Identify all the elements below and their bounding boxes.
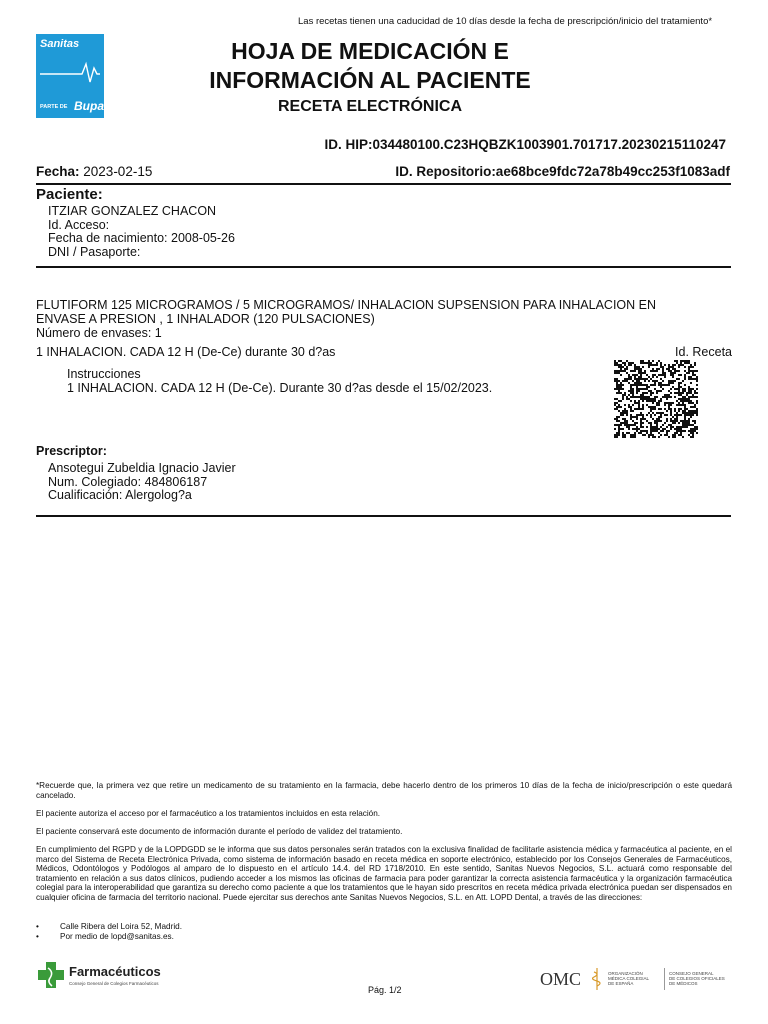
divider	[36, 266, 731, 268]
patient-dni: DNI / Pasaporte:	[48, 244, 141, 259]
medication-description	[36, 298, 736, 340]
list-item	[36, 922, 182, 932]
list-item	[36, 932, 182, 942]
date-value: 2023-02-15	[83, 164, 153, 179]
logo-brand: Sanitas	[40, 38, 80, 50]
prescriber-colegiado: Num. Colegiado: 484806187	[48, 474, 208, 489]
contact-email: Por medio de lopd@sanitas.es.	[60, 932, 174, 941]
divider	[664, 968, 665, 990]
medication-line1: FLUTIFORM 125 MICROGRAMOS / 5 MICROGRAMOS/ INHALACION SUPSENSION PARA INHALACION EN	[36, 298, 657, 312]
prescriber-section-title: Prescriptor:	[36, 444, 107, 458]
patient-id-acceso: Id. Acceso:	[48, 217, 110, 232]
footer-note-privacy: En cumplimiento del RGPD y de la LOPDGDD se le informa que sus datos personales serán tratados con la exclusiva finalidad de facilitarle asistencia médica y farmacéutica al paciente, en el marco del Sistema de Receta Electrónica Privada, como sistema de información basado en receta médica en soporte electrónico, establecido por los Consejos Generales de Farmacéuticos, Médicos, Odontólogos y Podólogos al amparo de lo dispuesto en el artículo 14.4. del RD 1718/2010. En este sentido, Sanitas Nuevos Negocios, S.L. actuará como responsable del tratamiento en relación a sus datos clínicos, pudiendo acceder a los mismos las oficinas de farmacia para poder garantizar la correcta asistencia farmacéutica y la organización farmacéutica colegial para la interoperabilidad que garantiza su derecho como paciente a que los tratamientos que le hayan sido prescritos en receta médica privada electrónica puedan ser dispensados en cualquier oficina de farmacia del territorio nacional. Puede ejercitar sus derechos ante Sanitas Nuevos Negocios, S.L. en Att. LOPD Dental, a través de las direcciones:	[36, 845, 732, 902]
patient-section-title: Paciente:	[36, 186, 103, 203]
footer-note-keep-document: El paciente conservará este documento de información durante el período de validez del tratamiento.	[36, 827, 403, 836]
contact-list	[36, 922, 182, 942]
medication-line2: ENVASE A PRESION , 1 INHALADOR (120 PULSACIONES)	[36, 312, 375, 326]
expiry-notice: Las recetas tienen una caducidad de 10 días desde la fecha de prescripción/inicio del tratamiento*	[298, 16, 713, 27]
cgcom-line: DE COLEGIOS OFICIALES	[669, 976, 725, 982]
date-field	[36, 164, 152, 179]
heartbeat-icon	[40, 56, 100, 86]
omc-org-line: DE ESPAÑA	[608, 981, 634, 987]
document-title-line2: INFORMACIÓN AL PACIENTE	[209, 67, 531, 93]
dosage: 1 INHALACION. CADA 12 H (De-Ce) durante 30 d?as	[36, 345, 336, 359]
footer-note-authorization: El paciente autoriza el acceso por el farmacéutico a los tratamientos incluidos en esta relación.	[36, 809, 381, 818]
footer-note-first-pickup: *Recuerde que, la primera vez que retire un medicamento de su tratamiento en la farmacia, debe hacerlo dentro de los primeros 10 días de la fecha de inicio/prescripción o este quedará cancelado.	[36, 781, 732, 800]
bullet: •	[36, 922, 39, 931]
omc-text: OMC	[540, 969, 582, 989]
qr-modules	[614, 360, 698, 438]
prescriber-details	[48, 462, 236, 503]
patient-birth-date: Fecha de nacimiento: 2008-05-26	[48, 231, 235, 245]
prescriber-qualification: Cualificación: Alergolog?a	[48, 488, 192, 502]
divider	[36, 183, 731, 185]
omc-logo	[526, 960, 744, 998]
logo-parte-de: PARTE DE	[40, 104, 68, 110]
omc-organization	[608, 971, 649, 987]
prescription-qr-code	[614, 360, 698, 438]
date-label: Fecha:	[36, 164, 80, 179]
prescriber-name: Ansotegui Zubeldia Ignacio Javier	[48, 461, 236, 475]
page-number: Pág. 1/2	[368, 985, 402, 995]
omc-org-line: ORGANIZACIÓN	[608, 971, 643, 976]
instructions	[67, 367, 492, 395]
logo-bupa: Bupa	[74, 99, 104, 113]
patient-name: ITZIAR GONZALEZ CHACON	[48, 204, 217, 218]
prescription-id-label: Id. Receta	[675, 345, 732, 359]
divider	[36, 515, 731, 517]
contact-address: Calle Ribera del Loira 52, Madrid.	[60, 922, 182, 931]
id-hip: ID. HIP:034480100.C23HQBZK1003901.701717.20230215110247	[324, 137, 726, 152]
cgcom-line: DE MÉDICOS	[669, 981, 698, 987]
cgcom-line: CONSEJO GENERAL	[669, 971, 714, 976]
bullet: •	[36, 932, 39, 941]
instructions-text: 1 INHALACION. CADA 12 H (De-Ce). Durante 30 d?as desde el 15/02/2023.	[67, 381, 493, 395]
caduceus-icon	[592, 967, 602, 991]
sanitas-logo	[36, 34, 104, 118]
farmaceuticos-subtitle: Consejo General de Colegios Farmacéuticos	[69, 981, 159, 986]
pharmacy-cross-icon	[36, 960, 66, 990]
farmaceuticos-name: Farmacéuticos	[69, 964, 161, 979]
medication-envases: Número de envases: 1	[36, 326, 162, 340]
document-subtitle: RECETA ELECTRÓNICA	[278, 98, 462, 115]
document-title-line1: HOJA DE MEDICACIÓN E	[231, 38, 509, 64]
farmaceuticos-logo	[36, 958, 186, 994]
cgcom-organization	[669, 971, 725, 987]
id-repositorio: ID. Repositorio:ae68bce9fdc72a78b49cc253f1083adf	[395, 164, 730, 179]
omc-org-line: MÉDICA COLEGIAL	[608, 976, 650, 982]
patient-details	[48, 205, 235, 259]
instructions-label: Instrucciones	[67, 367, 141, 381]
